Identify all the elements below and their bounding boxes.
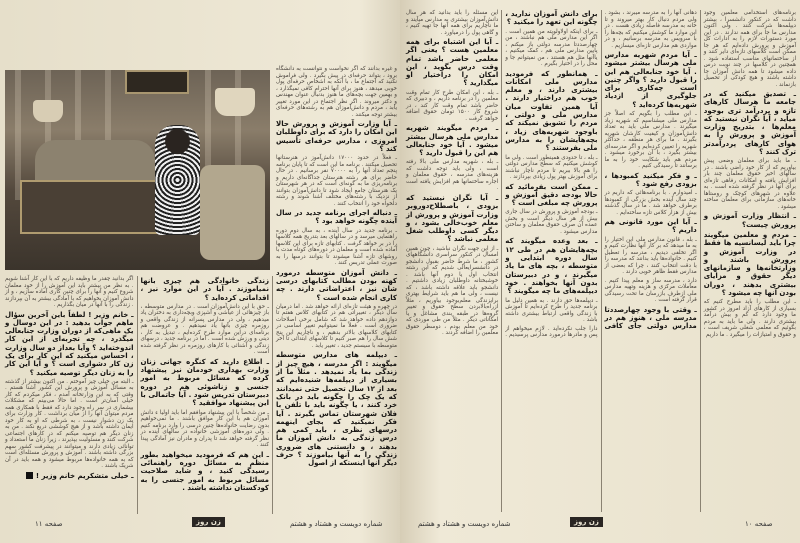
left-page-bottom-columns — [5, 276, 269, 514]
page-number: صفحه ۱۰ — [745, 520, 773, 528]
article-paragraph — [5, 379, 134, 470]
coffee-table — [20, 180, 159, 234]
text: ـ بودجه آموزش و پرورش در سال جاری بیش از هر سال دیگر است و بخش عمده آن صرف حقوق معلمان و ساختن مدارس میشود . — [505, 209, 598, 235]
interview-question — [605, 172, 697, 189]
interview-question — [704, 212, 796, 229]
lamp-left — [33, 100, 63, 122]
interview-question — [406, 124, 498, 157]
text: ـ بعد وعده میگویند که بچه‌هایشان هم در طی ۱۲ سال دوره ابتدایی و متوسطه ، بچه های ما یاد میگیرند ، و در دبیرستان بدون آنها بخواهند . خود دیپلمه‌های ما چه میگویند ؟ — [505, 237, 598, 296]
lamp-right — [215, 88, 255, 116]
text: ـ البته من خیلی چیز آموختم . من اکنون بیشتر از گذشته به مسائل آموزش و پرورش این کشور آشنا هستم . وقتی که به این وزارتخانه آمدم ، فکر میکردم که کار خیلی آسان‌تر است . اما حالا می‌بینم که مشکلات بیشماری در سر راه وجود دارد که فقط با همکاری همه مردم میتوان آنها را از میان برداشت . کار وزارت برای یک زن دشوار نیست ، به شرطی که او به کار خود ایمان داشته باشد و از هیچ کوششی دریغ نکند . من به زنان دیگر هم توصیه میکنم که در کارهای اجتماعی شرکت کنند و مسئولیت بپذیرند ، زیرا زنان ما استعداد و توانائی زیادی دارند و میتوانند در پیشرفت کشور سهم بزرگی داشته باشند . آموزش و پرورش مسئله‌ای است که به همه خانواده‌ها مربوط میشود و همه باید در آن شریک باشند . — [5, 378, 134, 470]
text: ـ بله ، شهریه مدارس ملی بالا رفته است ، ولی باید توجه داشت که هزینه‌های مدرسه ، حقوق معلمان و اجاره ساختمانها هم افزایش یافته است . — [406, 159, 499, 192]
text: ـ برای اینکه اولاولویته من همین است . اگر این مدارس ملی هم نباشند ، من چهارصددتا مدرسه دولتی باز میکنم ، پایین مدارس ملی هم ، کمک میکنیم ، یاآنها مثل هم هستند ، من نمیتوانم جا و محل را در اختیار بگیرم . — [505, 28, 598, 68]
interview-question — [276, 269, 397, 302]
article-paragraph — [276, 228, 397, 267]
text: ـ مردم میگویند شهریه مدارس ملی هرسال بیشتر میشود . آیا خود جنابعالی هم این را قبول دارید ؟ — [406, 124, 499, 158]
text: دهانی آنها را به مدرسه میبرند ، بشود . ولی مردم دنبال کار بهتر میروند و تا خانه به مدرسه فاصله زیادی هست . در این موارد ما کوشش میکنیم که بچه‌ها را با سرویس به مدرسه برسانیم ، و در مواردی هم مدارس تازه‌ای میسازیم . — [604, 10, 697, 49]
text: ـ و فکر میکنید کمبودها ، بزودی رفع شود ؟ — [604, 171, 697, 188]
article-paragraph — [605, 190, 697, 216]
text: زندگی خانوادگی هم چیزی بانها نمیاموزند . آیا در این موارد نیز ، اقداماتی کرده‌اید ؟ — [140, 277, 269, 302]
text: ـ حق با این دانش‌آموزان است . در مدارس متوسطه ، باز چیزهائی از عیاشی و آشپزی وبچه‌داری به دختران یاد میدهیم ، ولی در مدارس پسرانه از زندگی واقعی و روزمره چیزی بانها یاد نمیدهیم . و عروضت هم برنامه‌ای دراین موارد طرح کرده‌ایم ، تبدیل به کار ، دینی و ورزش شده است . اما در برنامه جدید ، درسهای زندگی و آشنائی با کارهای روزمره در نظر گرفته شده است . — [140, 303, 269, 356]
article-paragraph — [505, 29, 597, 68]
interview-question — [704, 90, 796, 156]
text: دارا جلب نکرده‌اید . لازم میخواهم از پس و مادرها درمورد مدارس پرسیدیم . این مسئله را باید بدانید که هر سال دانش‌آموزان بیشتری به مدارس میآیند و ما ناچاریم برای همه آنها جا تهیه کنیم ، و گاهی پول را درمیاورد . — [406, 10, 598, 339]
text: ـ ما باید برای معلمان وضعی پیش بیاوریم که از کار خود راضی باشند . در سالهای اخیر حقوق معلمان چند بار افزایش یافته و امکانات رفاهی تازه‌ای برای آنها در نظر گرفته شده است . به علاوه در شهرهای کوچک و روستاها خانه‌های سازمانی برای معلمان ساخته میشود . — [703, 158, 796, 210]
article-paragraph — [704, 10, 796, 88]
article-paragraph — [605, 111, 697, 170]
right-page-columns — [406, 10, 796, 512]
left-page-column-right — [276, 66, 397, 470]
text: ـ ممکن است بفرمائید که حالا بودجه دقیق آموزش و پرورش چه مبلغی است ؟ — [505, 182, 598, 208]
article-paragraph — [704, 299, 796, 338]
interview-question — [704, 231, 796, 297]
interview-question — [505, 70, 597, 153]
article-paragraph — [5, 276, 134, 309]
interview-question — [276, 120, 397, 153]
text: ـ اطلاع دارید که کنگره جهانی زنان وزارت بهداری خودمان نیز پیشنهاد کرده که مسائل مربوط به امور جنسی و زناشوئی هم در دوره دبیرستان تدریس شود . آیا جاتمالی با این پیشنهاد موافقید ؟ — [140, 357, 269, 408]
article-paragraph — [406, 159, 498, 192]
interview-question — [141, 451, 270, 492]
text: ـ من شخصاً با این پیشنهاد موافقم اما باید اولیا ء دانش آموزان هم با این کار موافق باشند . ما نمی‌خواهیم بدون رضایت خانواده‌ها چنین درسی را وارد برنامه کنیم . ولی دوره‌های آموزشی خانواده در سالهای آینده در نظر گرفته خواهد شد تا پدران و مادران نیز آمادگی پیدا کنند . — [140, 409, 269, 449]
text: ـ آیا مردم شهریه مدارس ملی هرسال بیشتر میشود . آیا خود جنابعالی هم این را قبول دارید ؟ واگر چنین است چه‌کاری برای جلوگیری از ازدیاد شهریه‌ها کرده‌اید ؟ — [604, 51, 697, 109]
text: ـ دانش آموزان متوسطه درمورد کهنه بودن مطالب کتابهای درسی شان نیز ، اعتراضاتی دارند . چه کاری انجام شده است ؟ — [276, 268, 397, 302]
text: ـ وقتی با وجود چهارصددتا مدرسه ملی ، هنوز هم در مدارس دولتی جای کافی برای دانش آموزان ندارید ، چگونه این تعهد را میکنید ؟ — [505, 10, 697, 331]
issue-number: شماره دویست و هشتاد و هشتم — [290, 520, 383, 528]
photo-minister-in-living-room — [5, 70, 270, 270]
column-divider — [272, 276, 273, 514]
text: ـ فعلاً در حدود ۱۷۰۰۰ دانش‌آموز در هنرستانها تحصیل میکنند . برنامه ما این است که تا پایان برنامه پنجم تعداد آنها را به ۷۰۰۰۰ نفر برسانیم . در حال حاضر برای هر رشته هنرستان جداگانه‌ای داریم و برنامه‌ریزی ما به گونه‌ای است که در هر شهرستان یک هنرستان جامع ایجاد شود تا دانش‌آموزان بتوانند از نزدیک با رشته‌های مختلف آشنا شوند و رشته دلخواه خود را انتخاب کنند . — [276, 155, 398, 207]
interview-question — [406, 194, 498, 244]
text: ـ دنباله اجرای برنامه جدید در سال آینده چگونه خواهد بود ؟ — [276, 209, 397, 226]
text: ـ آیا این اشتباه برای همه معلمین هست ؟ یعنی اگر معلمی حاضر باشد تمام وقت درس بگوید ، این امکان را دراختیار او میگذارید ؟ — [406, 38, 499, 88]
text: اگر بدانید چقدر ما وظیفه داریم که با این کار آشنا شویم . به نظر من بیشتر باید این آموزش را از خود معلمان شروع کنیم و آنها را برای چنین کاری آماده سازیم ، و از دانش آموزان بخواهیم که با آمادگی بیشتر به آن بپردازند . زندگی را با آنها در میان بگذاریم . — [5, 276, 134, 308]
page-number: صفحه ۱۱ — [35, 520, 63, 528]
text: ـ این مطلب را بگویم که اصلاً جز مدارس ملی میشناسیم که شهریه زیاد میگیرند . مدارس ملی باید به تعداد دانش‌آموزان و کیفیت کارشان شهریه بگیرند . ما برای هر منطقه ، حداکثر شهریه را تعیین کرده‌ایم و اگر مدرسه‌ای بیشتر بگیرد ، با آن برخورد میشود . مردم هم باید شکایت خود را به ما برسانند تا رسیدگی کنیم . — [604, 111, 697, 170]
article-paragraph — [406, 246, 498, 337]
article-paragraph — [605, 278, 697, 304]
magazine-logo: زن روز — [192, 517, 225, 527]
interview-question — [5, 311, 134, 377]
article-paragraph — [605, 237, 697, 276]
magazine-logo: زن روز — [570, 517, 603, 527]
article-paragraph — [704, 158, 796, 210]
text: برنامه‌های استخدامی معلمین وجود داشت که در کنکور دانشسرا ، بیشتر دیپلمه‌ها شرکت کنند . ولی اکنون مدارس ما جا برای همه ندارند . در این مورد دستورات لازم را به ادارات کل آموزش و پرورش داده‌ایم که هر جا ممکن است کلاسهای تازه‌ای دایر کنند و از ساختمانهای مناسب استفاده شود . همچنین در کلاسها در چند نوبت درس داده میشود تا همه دانش آموزان جا داشته باشند و هیچ کودکی از تحصیل بازنماند . — [703, 10, 796, 88]
interview-question — [605, 51, 697, 109]
text: ـ این هم که فرمودید میخواهید بطور منظم به مسائل دوره راهنمائی رسیدگی کنید ، و شاید صلاحیت مسائل مربوط به امور جنسی را به کودکستان نداشته باشند . — [140, 450, 269, 492]
article-paragraph — [276, 155, 397, 207]
text: ـ خیلی متشکریم خانم وزیر ! — [35, 471, 134, 480]
interview-question — [505, 183, 597, 208]
closing-line — [5, 472, 134, 480]
article-paragraph — [505, 209, 597, 235]
article-paragraph — [406, 90, 498, 123]
article-paragraph — [505, 155, 597, 181]
text: در چهره و هیئت تازه‌ای ارائه خواهد شد . اما درمیان سال دیگر ، تغییراتی هم در کتابهای کلاس هفتم تا دوازدهم داده خواهد شد که شامل برخی اصلاحات ضروری است . فعلاً ما نمیتوانیم تغییر اساسی در کتابهای کلاسهای بالاتر بدهیم ، و ناچاریم این پنج شش سال را هم صبر کنیم تا کلاسهای ابتدائی تا آخر متوسطه با سیستم جدید ، تغییر یابد . — [276, 303, 397, 349]
text: ـ دیپلمه های مدارس متوسطه میگویند : اگر مدرسه ، هیچ چیز از زندگی بما یاد نمیدهد . مثلاً ما از بسیاری از دیپلمه‌ها شنیده‌ایم که بعد از ۱۲ سال تحصیل حتی نمیدانند که یک چک را چگونه باید در بانک خرد کنند ، یا چگونه باید با تلفن با فلان شهرستان تماس بگیرند . آیا فکر نمیکنید که بجای اینهمه درسهای نظری ، باید کمی هم درس زندگی به دانش آموزان ما بدهند ، و دانستنی های ضروری زندگی را به آنها بیاموزند ؟ حرف دیگر آنها اینستکه از اصول — [276, 351, 397, 468]
article-paragraph — [141, 304, 270, 356]
text: ـ آیا نگران نیستید که بزودی ، باصطلاح‌دوروبر وزارت آموزش و پرورش از معلم خوب‌خالی بشود ، و دیگر کسی داوطلب شغل معلمی نباشد ؟ — [406, 193, 499, 244]
text: ـ خانم وزیر ! لطفاً باین آخرین سؤال ماهم جواب بدهید : در این دوسال و یک ماهی‌که از دوران وزارت جنابعالی میگذرد ، چه تجربه‌ای از این کار اندوخته‌اید ؟ وآیا بعداز دو سال وزارت ، احساس میکنید که این کار برای یک زن کار دشواری است ؟ و آیا این کار را به زنان دیگر توصیه میکنید ؟ — [5, 310, 134, 377]
text: ـ دیپلمه‌ها حق دارند . به همین دلیل ما برنامه جدید را طرح کرده‌ایم تا آموزش با زندگی واقعی ارتباط بیشتری داشته باشد . — [505, 297, 598, 324]
text: ـ همانطور که فرمودید مدارس ملی امکانات بیشتری دارند ، و معلم خوب هم دراختیار دارند . آیا همین تفاوت میان مدارس ملی و دولتی ، مردم را تشویق نمیکند که باوجود شهریه‌های زیاد ، بچه‌هایشان را به مدارس ملی بفرستند ؟ — [505, 69, 598, 153]
text: ـ از این جهت نگران نباشید ، چون همین امسال در کنکور سراسری دانشگاههای کشور ، ما شرط حاضر بقبول دانشجو در دانشسرایعالی شدیم که این رشته انتخاب اول یا دوم آنها باشد . خوشبختانه داوطلبان زیادی داشتیم . دانشجو باید علاقه داشته باشد ، که نیست ، ولی ما هم باید شرایط بهتری برایزندگی معلم‌بوجود بیاوریم ، مثلاً ازراه‌بالابردن سطح حقوق و تغییر گروه‌ها در طبقه بندی مشاغل و یا امکاناتی دیگر . مثلاً من طی موردی که خود من معلم بودم ، دوسطر حقوق معلمین را اضافه کردند . — [406, 245, 499, 337]
text: ـ بله ، قانون مدارس ملی این اختیار را به ما میدهد که بر کار آنها نظارت کنیم و اگر تخلفی دیدیم ، مدرسه را تعطیل کنیم . خانواده‌ها باید بدانند که مدرسه را با دقت انتخاب کنند ، چرا که بعضی از مدارس فقط ظاهر خوبی دارند . — [604, 236, 697, 276]
end-mark-icon — [26, 472, 33, 479]
text: ـ تصدیق میکنید که در جامعه ما هرسال کارهای تازه و پردرآمد تری بوجود میآید ، آیا نگران نیستید که معلم‌ها ، بتدریج وزارت آموزش و پرورش را به هوای کارهای پردرآمدتر ترک کنند ؟ — [703, 90, 796, 157]
text: ـ آیا وزارت آموزش و پرورش حالا این امکان را دارد که برای داوطلبان امروزی ، مدارس حرفه‌ای تأسیس کند ؟ — [276, 120, 397, 153]
interview-question — [141, 277, 270, 302]
text: ـ برنامه جدید در سال آینده ، به سال دوم دوره راهنمایی میرسد و در سالهای بعد بتدریج همه کلاسها را در بر خواهد گرفت . کتابهای تازه برای این کلاسها آماده شده است و معلمان در دوره‌های کوتاه مدت با روشهای تازه آشنا میشوند تا بتوانند درسها را به صورت عملی تدریس کنند . — [276, 227, 397, 267]
text: ـ امیدوارم . با برنامه‌هائی که داریم در چند سال آینده بخش بزرگی از کمبودها برطرف خواهد شد . ما در سال گذشته بیش از هزار کلاس تازه ساخته‌ایم . — [604, 190, 697, 216]
text: دارد ، مدرسه ساز و معلم پیدا کنیم . معاملات مرکزی و هزینه وتهیه مدارس ملی ازطرف بازرسان ما تحت رسیدگی قرار گرفته است . — [604, 277, 697, 304]
interview-question — [276, 209, 397, 226]
issue-number: شماره دویست و هشتاد و هشتم — [418, 520, 511, 528]
armchair — [200, 165, 265, 260]
text: ـ بله ، این امکان طرح کار تمام وقت معلمین را در برنامه داریم ، و دبیری که حاضر باشد تمام وقت کار کند ، در شروع کار ۱۵۰۰ تومان حقوق اضافه خواهد گرفت . — [406, 89, 499, 122]
interview-question — [276, 351, 397, 467]
interview-question — [141, 358, 270, 408]
article-paragraph — [505, 298, 597, 324]
text: ـ بله ، تا حدودی همینطور است . ولی ما کوشش میکنیم که سطح مدارس دولتی را هم بالا ببریم تا مردم ناچار نباشند برای آموزش بهتر پول زیادی بپردازند . — [505, 154, 598, 181]
article-paragraph — [276, 66, 397, 118]
interview-question — [406, 38, 498, 88]
article-paragraph — [141, 410, 270, 449]
painting — [125, 70, 189, 94]
interview-question — [505, 237, 597, 295]
article-paragraph — [276, 304, 397, 350]
text: ـ انتظار وزارت آموزش و پرورش چیست؟ — [703, 212, 796, 229]
right-page — [400, 0, 800, 543]
interview-question — [605, 218, 697, 235]
text: ـ آیا این مورد قانونی هم داریم ؟ — [604, 218, 697, 235]
text: و غیره بدانند که اگر نخواست و نتوانست به دانشگاه برود ، بتواند حرفه‌ای در پیش بگیرد . ولی فراموش نکنید که اجتماع ما ، با آنکه به اشخاص حرفه‌ای پول خوبی میدهد ، هنوز برای آنها احترام کافی نمیگذارد ، و بهمین جهت بچه‌های ما هنوز بدنبال عنوان مهندس و دکتر میروند . اگر نظر اجتماع در این مورد تغییر یابد ، مردم و دانش‌آموزان هم به رشته‌های حرفه‌ای بیشتر توجه میکنند . — [276, 66, 397, 118]
article-paragraph — [605, 10, 697, 49]
text: ـ این مطلب را باید مطرح کنیم که بسیاری از کارهای آزاد امروز در کشور ما وجود دارد که کم و بیش درآمد بیشتری دارند . ولی ما باید به مردم بگوئیم که معلمی شغلی شریف است ، و حقوق و امتیازات را میگیرد . ما داریم — [703, 299, 796, 338]
text: ـ مردم و معلمین میگویند چرا باید لیسانسیه ها فقط در وزارت آموزش و پرورش باشند و وزارتخانه‌ها و سازمانهای دیگر حقوق و مزایای بیشتری بدهند ، دوران بودن آنها چه میشود ؟ — [703, 230, 796, 298]
person-seated — [155, 125, 200, 235]
